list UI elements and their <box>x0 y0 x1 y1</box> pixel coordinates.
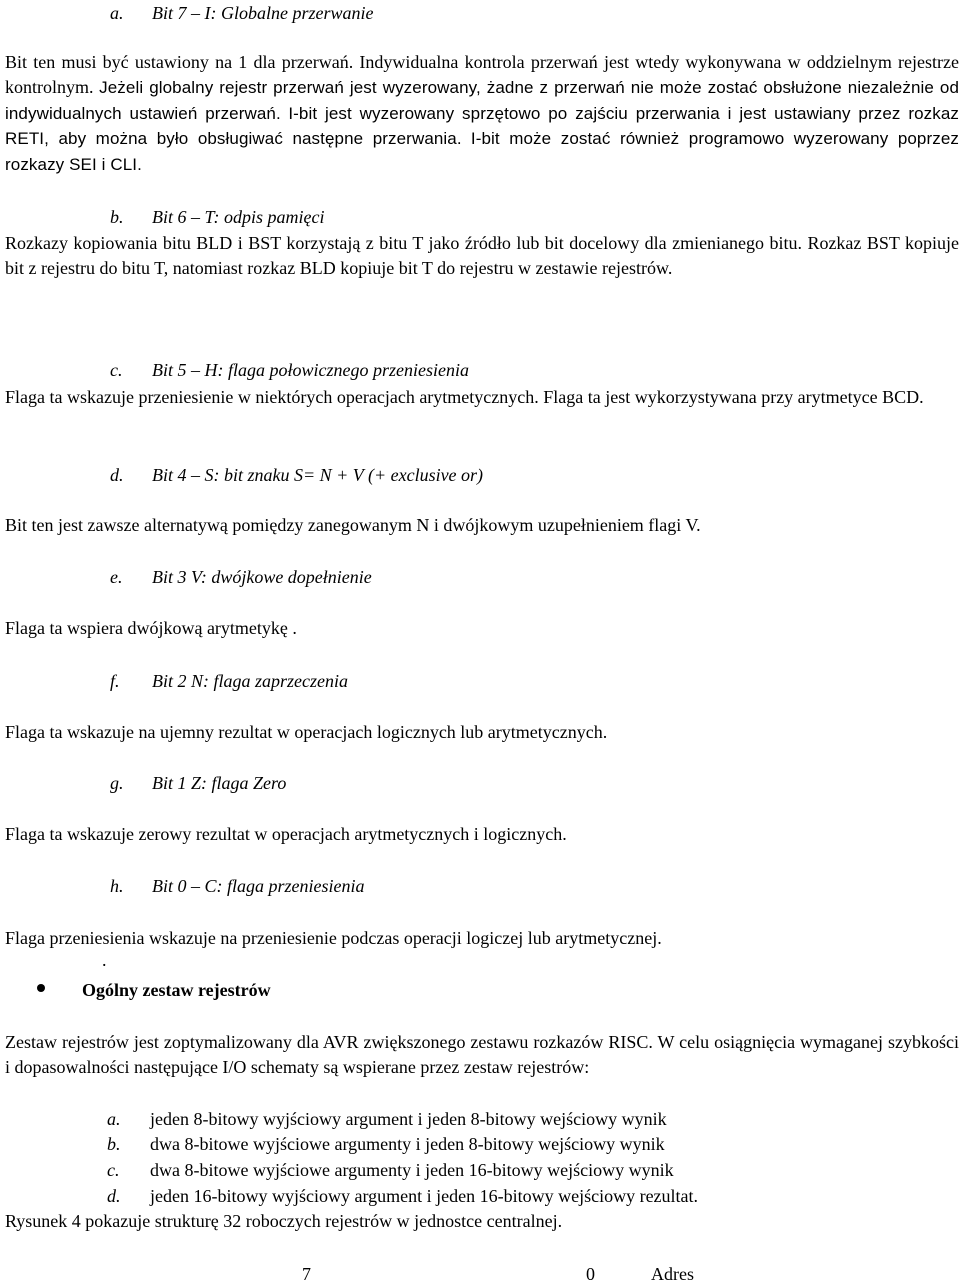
section-heading-e <box>110 567 372 587</box>
section-heading-d <box>110 465 483 485</box>
paragraph-bit7 <box>5 50 959 177</box>
section-letter: a. <box>110 3 124 23</box>
section-letter: g. <box>110 773 124 793</box>
list-letter: b. <box>107 1134 121 1154</box>
figure-reference: Rysunek 4 pokazuje strukturę 32 roboczych rejestrów w jednostce centralnej. <box>5 1211 563 1231</box>
paragraph-bit4: Bit ten jest zawsze alternatywą pomiędzy zanegowanym N i dwójkowym uzupełnieniem flagi V. <box>5 515 701 535</box>
section-title: Bit 5 – H: flaga połowicznego przeniesienia <box>152 360 469 380</box>
paragraph-bit7-part3: I-bit jest wyzerowany sprzętowo po zajściu przerwania i jest ustawiany przez rozkaz RETI, aby można było obsługiwać następne przerwania. <box>5 103 959 149</box>
section-heading-g <box>110 773 286 793</box>
list-letter: a. <box>107 1109 121 1129</box>
section-letter: d. <box>110 465 124 485</box>
section-heading-a <box>110 3 373 23</box>
list-letter: c. <box>107 1160 120 1180</box>
section-letter: h. <box>110 876 124 896</box>
list-text: dwa 8-bitowe wyjściowe argumenty i jeden 8-bitowy wejściowy wynik <box>150 1134 665 1154</box>
bullet-icon <box>37 984 45 992</box>
section-letter: e. <box>110 567 123 587</box>
section-title: Bit 2 N: flaga zaprzeczenia <box>152 671 348 691</box>
paragraph-bit7-part4: I-bit może zostać również programowo wyzerowany poprzez rozkazy SEI i CLI. <box>5 129 960 174</box>
section-letter: b. <box>110 207 124 227</box>
section-title: Bit 4 – S: bit znaku S= N + V (+ exclusive or) <box>152 465 484 485</box>
section-heading-h <box>110 876 364 896</box>
section-letter: f. <box>110 671 120 691</box>
stray-dot: . <box>102 950 107 970</box>
list-letter: d. <box>107 1186 121 1206</box>
list-text: jeden 16-bitowy wyjściowy argument i jeden 16-bitowy wejściowy rezultat. <box>150 1186 699 1206</box>
bullet-heading: Ogólny zestaw rejestrów <box>82 980 271 1000</box>
list-text: dwa 8-bitowe wyjściowe argumenty i jeden 16-bitowy wejściowy wynik <box>150 1160 674 1180</box>
list-item <box>107 1134 665 1154</box>
list-item <box>107 1160 674 1180</box>
paragraph-bit3: Flaga ta wspiera dwójkową arytmetykę . <box>5 618 297 638</box>
paragraph-general: Zestaw rejestrów jest zoptymalizowany dla AVR zwiększonego zestawu rozkazów RISC. W celu osiągnięcia wymaganej szybkości i dopasowalności następujące I/O schematy są wspierane przez zestaw rejestrów: <box>5 1032 959 1078</box>
section-title: Bit 0 – C: flaga przeniesienia <box>152 876 365 896</box>
address-label: Adres <box>651 1264 694 1284</box>
paragraph-bit6: Rozkazy kopiowania bitu BLD i BST korzystają z bitu T jako źródło lub bit docelowy dla zmienianego bitu. Rozkaz BST kopiuje bit z rejestru do bitu T, natomiast rozkaz BLD kopiuje bit T do rejestru w zestawie rejestrów. <box>5 233 959 279</box>
section-heading-c-text <box>110 360 469 380</box>
paragraph-bit5: Flaga ta wskazuje przeniesienie w niektórych operacjach arytmetycznych. Flaga ta jest wykorzystywana przy arytmetyce BCD. <box>5 387 924 407</box>
paragraph-bit7-part2: Jeżeli globalny rejestr przerwań jest wyzerowany, żadne z przerwań nie może zostać obsłużone niezależnie od indywidualnych ustawień przerwań. <box>5 78 960 123</box>
section-title: Bit 1 Z: flaga Zero <box>152 773 287 793</box>
section-title: Bit 3 V: dwójkowe dopełnienie <box>152 567 372 587</box>
bit-high-label: 7 <box>302 1264 311 1284</box>
section-title: Bit 6 – T: odpis pamięci <box>152 207 325 227</box>
paragraph-bit1: Flaga ta wskazuje zerowy rezultat w operacjach arytmetycznych i logicznych. <box>5 824 567 844</box>
list-item <box>107 1186 698 1206</box>
paragraph-bit0: Flaga przeniesienia wskazuje na przeniesienie podczas operacji logiczej lub arytmetycznej. <box>5 928 662 948</box>
list-text: jeden 8-bitowy wyjściowy argument i jeden 8-bitowy wejściowy wynik <box>150 1109 667 1129</box>
section-heading-b <box>110 207 325 227</box>
section-title: Bit 7 – I: Globalne przerwanie <box>152 3 374 23</box>
section-letter: c. <box>110 360 123 380</box>
section-heading-f <box>110 671 348 691</box>
list-item <box>107 1109 667 1129</box>
paragraph-bit7-part1: Bit ten musi być ustawiony na 1 dla przerwań. Indywidualna kontrola przerwań jest wtedy wykonywana w oddzielnym rejestrze kontrolnym. <box>5 52 959 98</box>
bit-low-label: 0 <box>586 1264 595 1284</box>
paragraph-bit2: Flaga ta wskazuje na ujemny rezultat w operacjach logicznych lub arytmetycznych. <box>5 722 608 742</box>
